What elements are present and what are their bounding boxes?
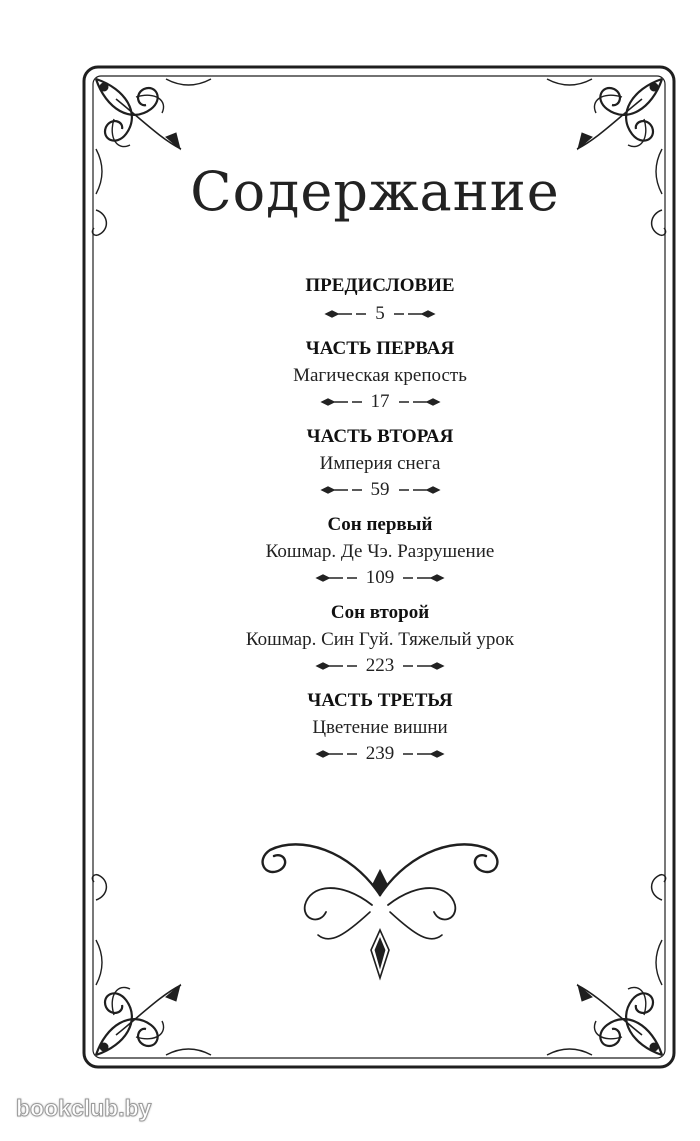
page-dash-ornament-icon (315, 573, 359, 583)
toc-subtitle: Цветение вишни (312, 717, 448, 738)
page-dash-ornament-icon (320, 397, 364, 407)
page-dash-ornament-icon (397, 397, 441, 407)
toc-heading: ЧАСТЬ ВТОРАЯ (306, 426, 454, 447)
page-dash-ornament-icon (324, 309, 368, 319)
toc-page-line (0, 476, 700, 503)
toc-entry (0, 687, 700, 767)
toc-page-line (0, 388, 700, 415)
toc-page-line (0, 564, 700, 591)
toc-entry (0, 423, 700, 503)
toc-page-number: 239 (365, 743, 395, 764)
toc-heading: ЧАСТЬ ПЕРВАЯ (305, 338, 455, 359)
table-of-contents (0, 272, 700, 775)
toc-entry (0, 511, 700, 591)
page-dash-ornament-icon (401, 749, 445, 759)
page-dash-ornament-icon (315, 749, 359, 759)
toc-heading: ПРЕДИСЛОВИЕ (305, 275, 455, 296)
toc-page-number: 5 (375, 303, 385, 324)
watermark: bookclub.by (16, 1095, 152, 1121)
toc-subtitle: Империя снега (319, 453, 441, 474)
page-dash-ornament-icon (392, 309, 436, 319)
toc-page-line (0, 740, 700, 767)
page-dash-ornament-icon (320, 485, 364, 495)
toc-heading: Сон первый (327, 514, 433, 535)
toc-page-number: 223 (365, 655, 395, 676)
toc-heading: Сон второй (330, 602, 430, 623)
toc-page-line (0, 300, 700, 327)
page-dash-ornament-icon (401, 661, 445, 671)
page-dash-ornament-icon (397, 485, 441, 495)
page-dash-ornament-icon (401, 573, 445, 583)
toc-page-number: 59 (370, 479, 390, 500)
toc-subtitle: Кошмар. Син Гуй. Тяжелый урок (245, 629, 515, 650)
toc-page-line (0, 652, 700, 679)
toc-subtitle: Магическая крепость (293, 365, 467, 386)
toc-entry (0, 335, 700, 415)
toc-subtitle: Кошмар. Де Чэ. Разрушение (265, 541, 495, 562)
toc-entry (0, 599, 700, 679)
toc-page-number: 17 (370, 391, 390, 412)
page-dash-ornament-icon (315, 661, 359, 671)
page-title: Содержание (190, 160, 560, 223)
toc-heading: ЧАСТЬ ТРЕТЬЯ (307, 690, 453, 711)
toc-page-number: 109 (365, 567, 395, 588)
toc-entry (0, 272, 700, 327)
